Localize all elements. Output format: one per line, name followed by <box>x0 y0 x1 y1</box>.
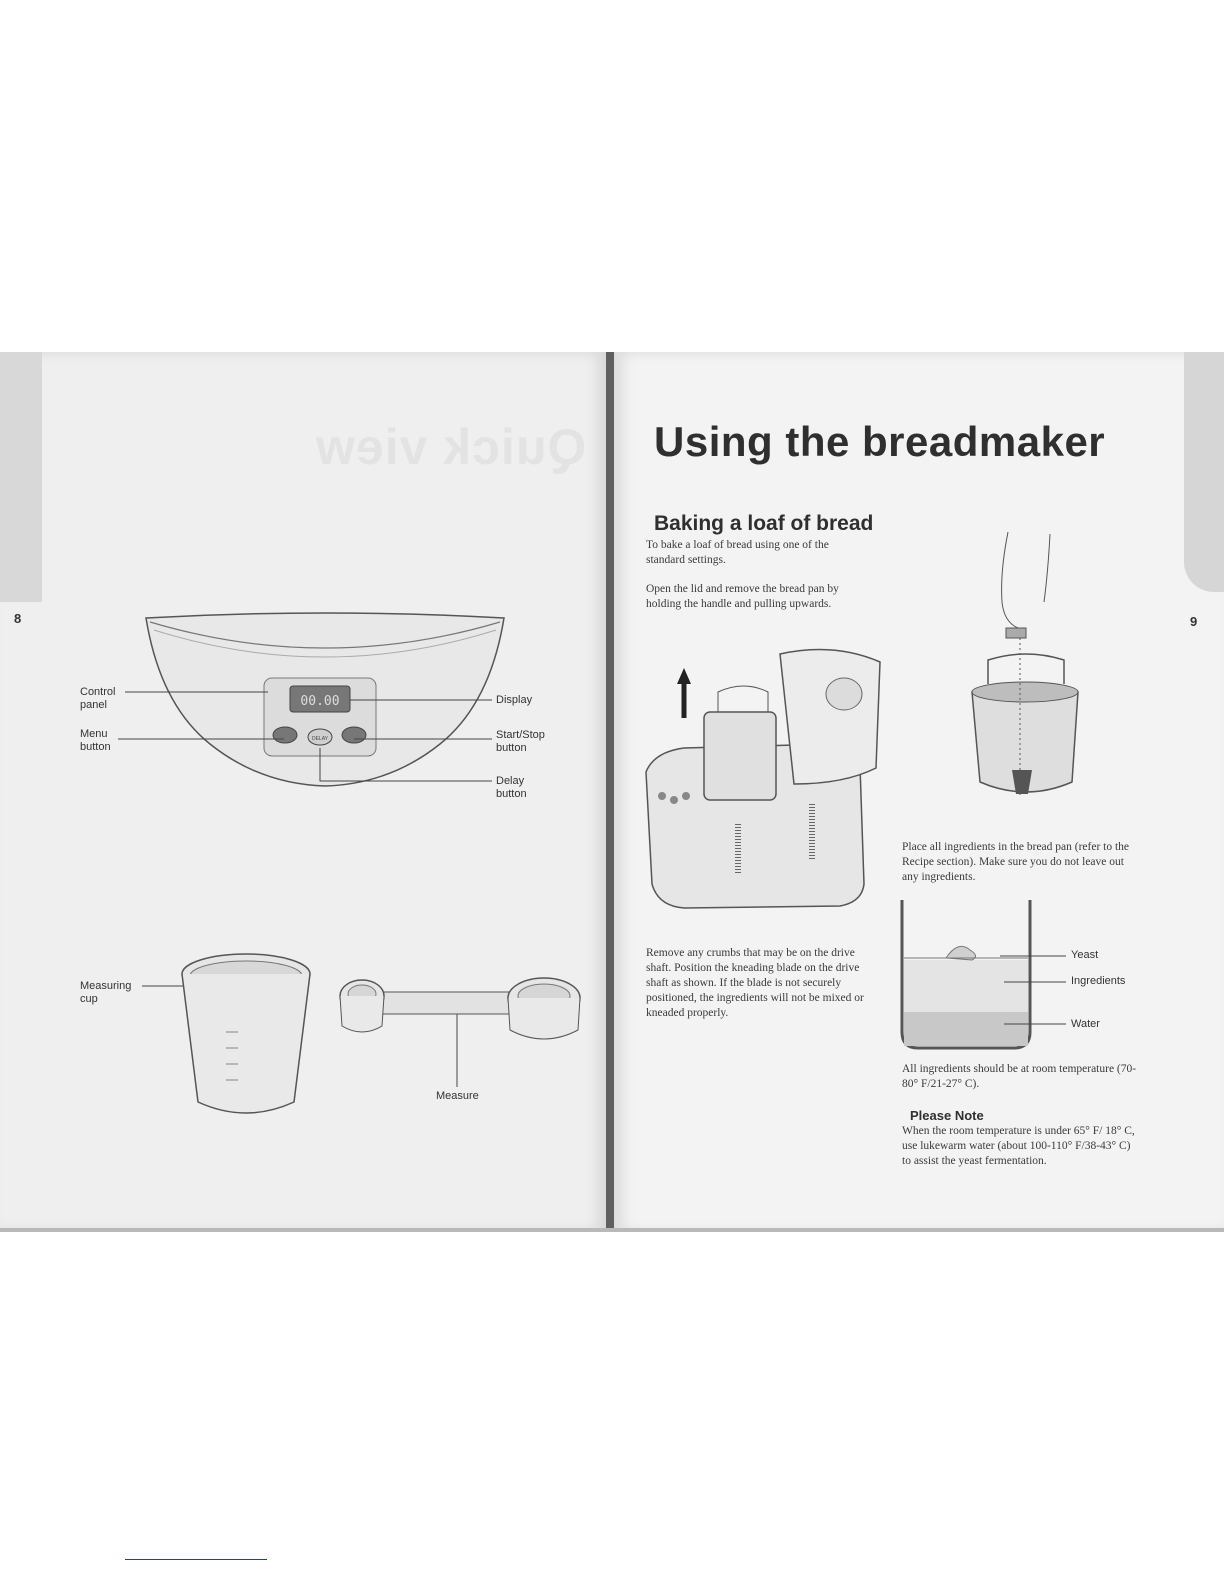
menu-button-label: Menu button <box>80 728 111 753</box>
please-note-text: When the room temperature is under 65° F/ 18° C, use lukewarm water (about 100-110° F/38-43° C) to assist the yeast fermentation. <box>902 1125 1135 1167</box>
page-number-left: 8 <box>14 611 22 626</box>
ingredients-layer-diagram <box>900 900 1080 1054</box>
yeast-label: Yeast <box>1071 949 1099 961</box>
page-number-right: 9 <box>1190 614 1198 629</box>
footer-rule <box>125 1559 267 1560</box>
measuring-cup-label: Measuring cup <box>80 980 132 1005</box>
page-title: Using the breadmaker <box>654 418 1106 465</box>
measuring-cup-illustration <box>176 952 316 1122</box>
bread-pan-blade-illustration <box>960 532 1090 822</box>
show-through-title: Quick view <box>315 419 587 475</box>
measuring-spoon-illustration <box>338 974 584 1044</box>
ingredients-label: Ingredients <box>1071 975 1126 987</box>
control-panel-label: Control panel <box>80 686 116 711</box>
measure-label: Measure <box>436 1090 479 1102</box>
remove-crumbs-instruction: Remove any crumbs that may be on the drive shaft. Position the kneading blade on the drive shaft as shown. If the blade is not securely positioned, the ingredients will not be mixed or kneaded properly. <box>646 947 864 1019</box>
water-label: Water <box>1071 1018 1100 1030</box>
open-lid-instruction: Open the lid and remove the bread pan by holding the handle and pulling upwards. <box>646 583 839 610</box>
book-spread <box>0 352 1224 1232</box>
display-readout: 00.00 <box>300 694 340 709</box>
display-label: Display <box>496 694 533 706</box>
panel-button-label: DELAY <box>311 736 329 742</box>
intro-text: To bake a loaf of bread using one of the standard settings. <box>646 539 829 566</box>
place-ingredients-instruction: Place all ingredients in the bread pan (refer to the Recipe section). Make sure you do not leave out any ingredients. <box>902 841 1130 883</box>
room-temperature-text: All ingredients should be at room temperature (70-80° F/21-27° C). <box>902 1063 1137 1090</box>
please-note-heading: Please Note <box>910 1108 984 1123</box>
section-title: Baking a loaf of bread <box>654 512 874 535</box>
right-page-edge-tab <box>1184 352 1224 592</box>
delay-button-label: Delay button <box>496 775 527 800</box>
breadmaker-open-lid-illustration <box>644 634 884 924</box>
start-stop-button-label: Start/Stop button <box>496 729 545 754</box>
